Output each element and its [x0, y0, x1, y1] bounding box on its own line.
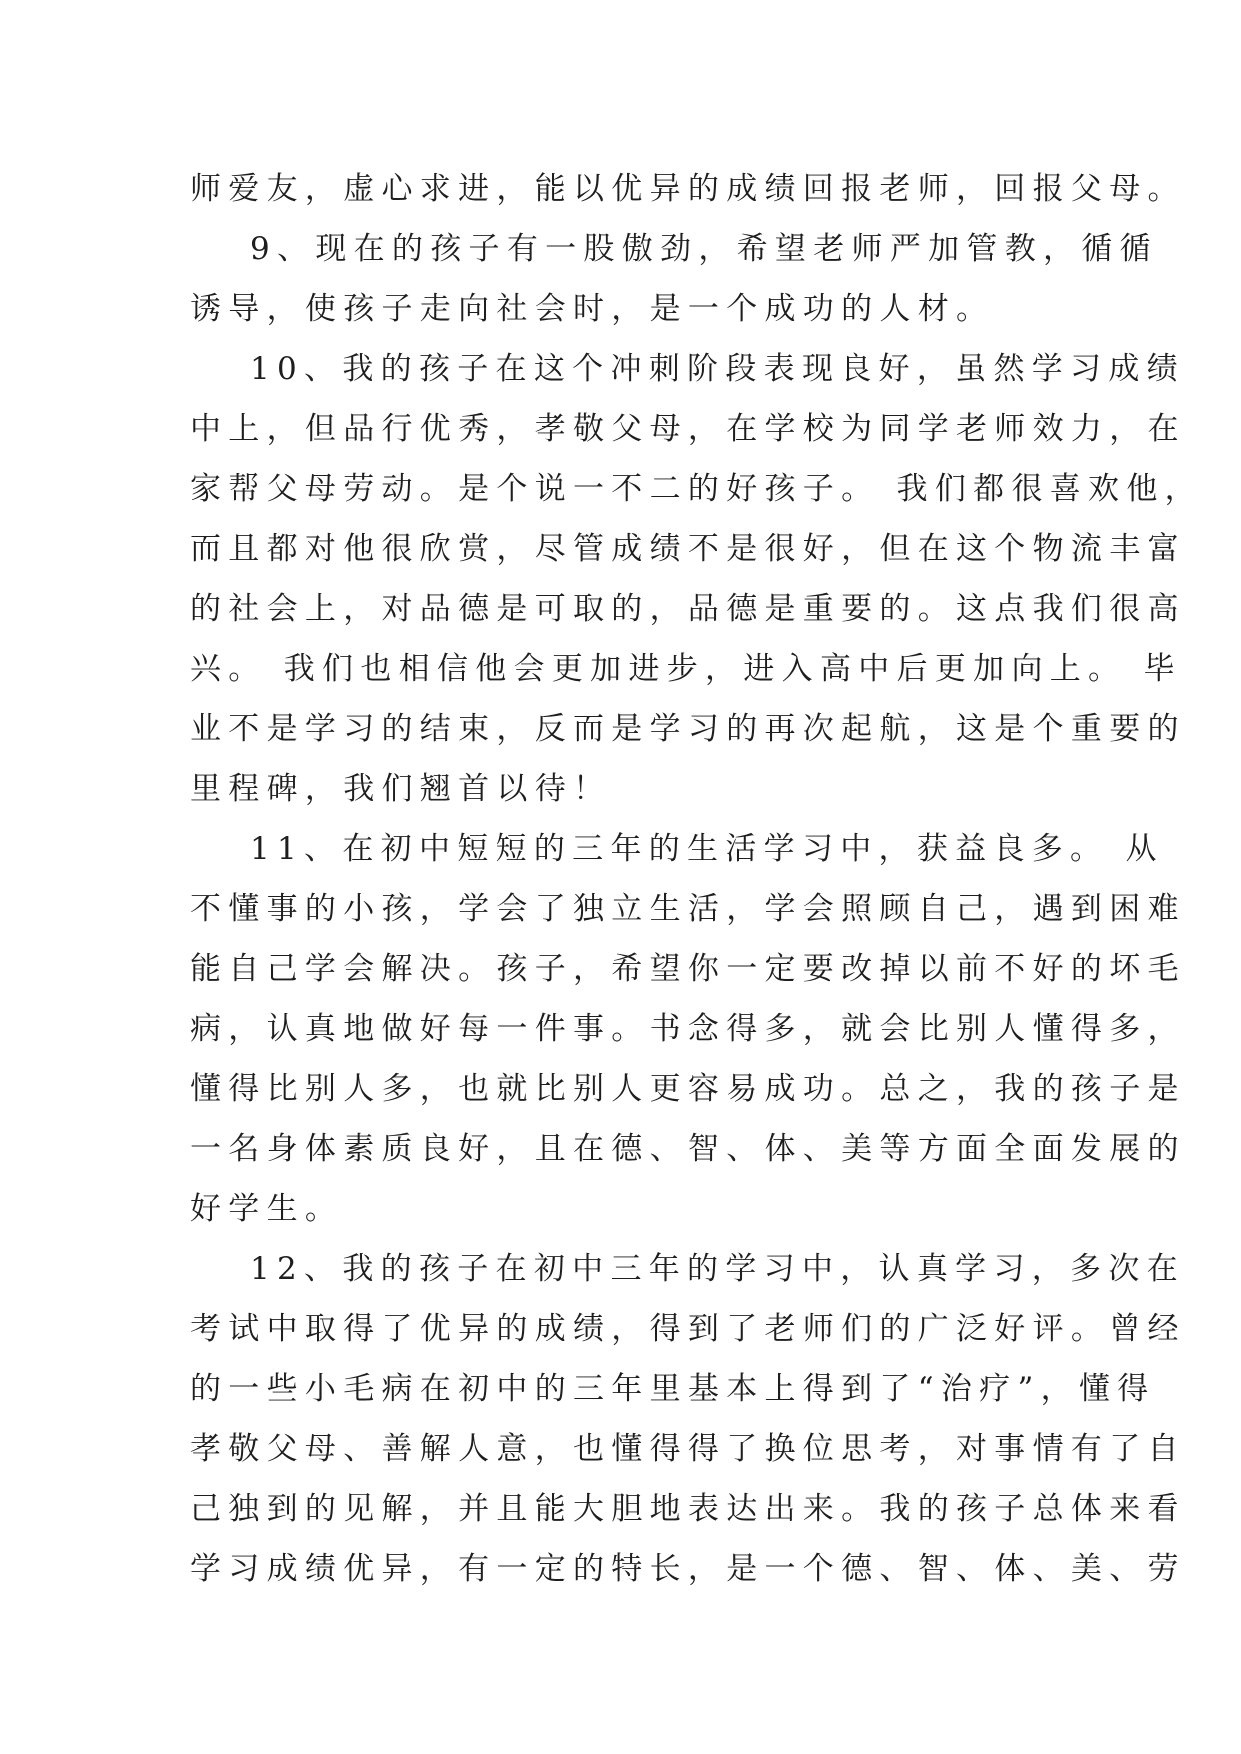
text-line: 10、我的孩子在这个冲刺阶段表现良好，虽然学习成绩 — [250, 351, 1185, 387]
text-line: 家帮父母劳动。是个说一不二的好孩子。 我们都很喜欢他， — [190, 471, 1203, 507]
text-line: 能自己学会解决。孩子，希望你一定要改掉以前不好的坏毛 — [190, 951, 1186, 987]
text-line: 考试中取得了优异的成绩，得到了老师们的广泛好评。曾经 — [190, 1311, 1186, 1347]
text-line: 11、在初中短短的三年的生活学习中，获益良多。 从 — [250, 831, 1164, 867]
text-line: 己独到的见解，并且能大胆地表达出来。我的孩子总体来看 — [190, 1491, 1186, 1527]
text-line: 业不是学习的结束，反而是学习的再次起航，这是个重要的 — [190, 711, 1186, 747]
text-line: 12、我的孩子在初中三年的学习中，认真学习，多次在 — [250, 1251, 1185, 1287]
text-line: 师爱友，虚心求进，能以优异的成绩回报老师，回报父母。 — [190, 171, 1186, 207]
text-line: 不懂事的小孩，学会了独立生活，学会照顾自己，遇到困难 — [190, 891, 1186, 927]
text-line: 9、现在的孩子有一股傲劲，希望老师严加管教，循循 — [250, 231, 1158, 267]
text-line: 学习成绩优异，有一定的特长，是一个德、智、体、美、劳 — [190, 1551, 1186, 1587]
text-line: 而且都对他很欣赏，尽管成绩不是很好，但在这个物流丰富 — [190, 531, 1186, 567]
text-line: 诱导，使孩子走向社会时，是一个成功的人材。 — [190, 291, 995, 327]
text-line: 病，认真地做好每一件事。书念得多，就会比别人懂得多， — [190, 1011, 1186, 1047]
text-line: 兴。 我们也相信他会更加进步，进入高中后更加向上。 毕 — [190, 651, 1182, 687]
text-line: 里程碑，我们翘首以待！ — [190, 771, 612, 807]
text-line: 一名身体素质良好，且在德、智、体、美等方面全面发展的 — [190, 1131, 1186, 1167]
text-line: 好学生。 — [190, 1191, 344, 1227]
text-line: 中上，但品行优秀，孝敬父母，在学校为同学老师效力，在 — [190, 411, 1186, 447]
text-line: 的社会上，对品德是可取的，品德是重要的。这点我们很高 — [190, 591, 1186, 627]
text-line: 懂得比别人多，也就比别人更容易成功。总之，我的孩子是 — [190, 1071, 1186, 1107]
text-line: 孝敬父母、善解人意，也懂得得了换位思考，对事情有了自 — [190, 1431, 1186, 1467]
document-body — [190, 159, 1203, 1599]
text-line: 的一些小毛病在初中的三年里基本上得到了“治疗”，懂得 — [190, 1371, 1156, 1407]
